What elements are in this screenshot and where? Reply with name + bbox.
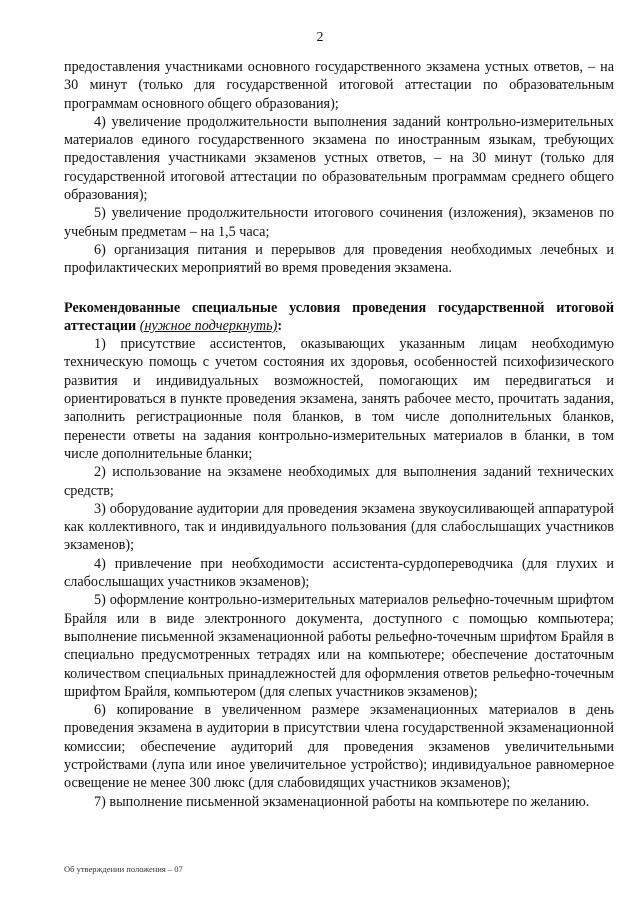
section-heading-colon: : [277, 317, 283, 334]
list-item: 5) оформление контрольно-измерительных материалов рельефно-точечным шрифтом Брайля или в виде электронного документа, доступного с помощью компьютера; выполнение письменной экзаменационной работы рельефно-точечным шрифтом Брайля в специально предусмотренных тетрадях или на компьютере; обеспечение достаточным количеством специальных принадлежностей для оформления ответов рельефно-точечным шрифтом Брайля, компьютером (для слепых участников экзаменов); [64, 592, 614, 700]
section-heading [64, 299, 614, 336]
section-heading-note: (нужное подчеркнуть) [139, 317, 278, 334]
list-item: 6) организация питания и перерывов для проведения необходимых лечебных и профилактических мероприятий во время проведения экзамена. [64, 241, 614, 277]
page-number: 2 [316, 30, 324, 45]
list-item: 4) привлечение при необходимости ассистента-сурдопереводчика (для глухих и слабослышащих участников экзаменов); [64, 555, 614, 591]
list-item: 6) копирование в увеличенном размере экзаменационных материалов в день проведения экзамена в аудитории в присутствии члена государственной экзаменационной комиссии; обеспечение аудиторий для проведения экзаменов увеличительными устройствами (лупа или иное увеличительное устройство); индивидуальное равномерное освещение не менее 300 люкс (для слабовидящих участников экзаменов); [64, 702, 614, 792]
paragraph-continuation: предоставления участниками основного государственного экзамена устных ответов, – на 30 минут (только для государственной итоговой аттестации по образовательным программам основного общего образования); [64, 59, 614, 112]
list-item: 4) увеличение продолжительности выполнения заданий контрольно-измерительных материалов единого государственного экзамена по иностранным языкам, требующих предоставления участниками экзаменов устных ответов, – на 30 минут (только для государственной итоговой аттестации по образовательным программам среднего общего образования); [64, 113, 614, 204]
list-item: 1) присутствие ассистентов, оказывающих указанным лицам необходимую техническую помощь с учетом состояния их здоровья, особенностей психофизического развития и индивидуальных возможностей, помогающих им передвигаться и ориентироваться в пункте проведения экзамена, занять рабочее место, прочитать задания, заполнить регистрационные поля бланков, в том числе дополнительных бланков, перенести ответы на задания контрольно-измерительных материалов в бланки, в том числе дополнительные бланки; [64, 336, 614, 462]
list-item: 7) выполнение письменной экзаменационной работы на компьютере по желанию. [94, 793, 590, 810]
section-heading-title: Рекомендованные специальные условия проведения государственной итоговой аттестации [64, 299, 614, 334]
list-item: 5) увеличение продолжительности итогового сочинения (изложения), экзаменов по учебным предметам – на 1,5 часа; [64, 205, 614, 240]
document-body [64, 58, 614, 811]
list-item: 3) оборудование аудитории для проведения экзамена звукоусиливающей аппаратурой как коллективного, так и индивидуального пользования (для слабослышащих участников экзаменов); [64, 500, 614, 554]
page-footer: Об утверждении положения – 07 [64, 864, 183, 874]
list-item: 2) использование на экзамене необходимых для выполнения заданий технических средств; [64, 464, 614, 499]
